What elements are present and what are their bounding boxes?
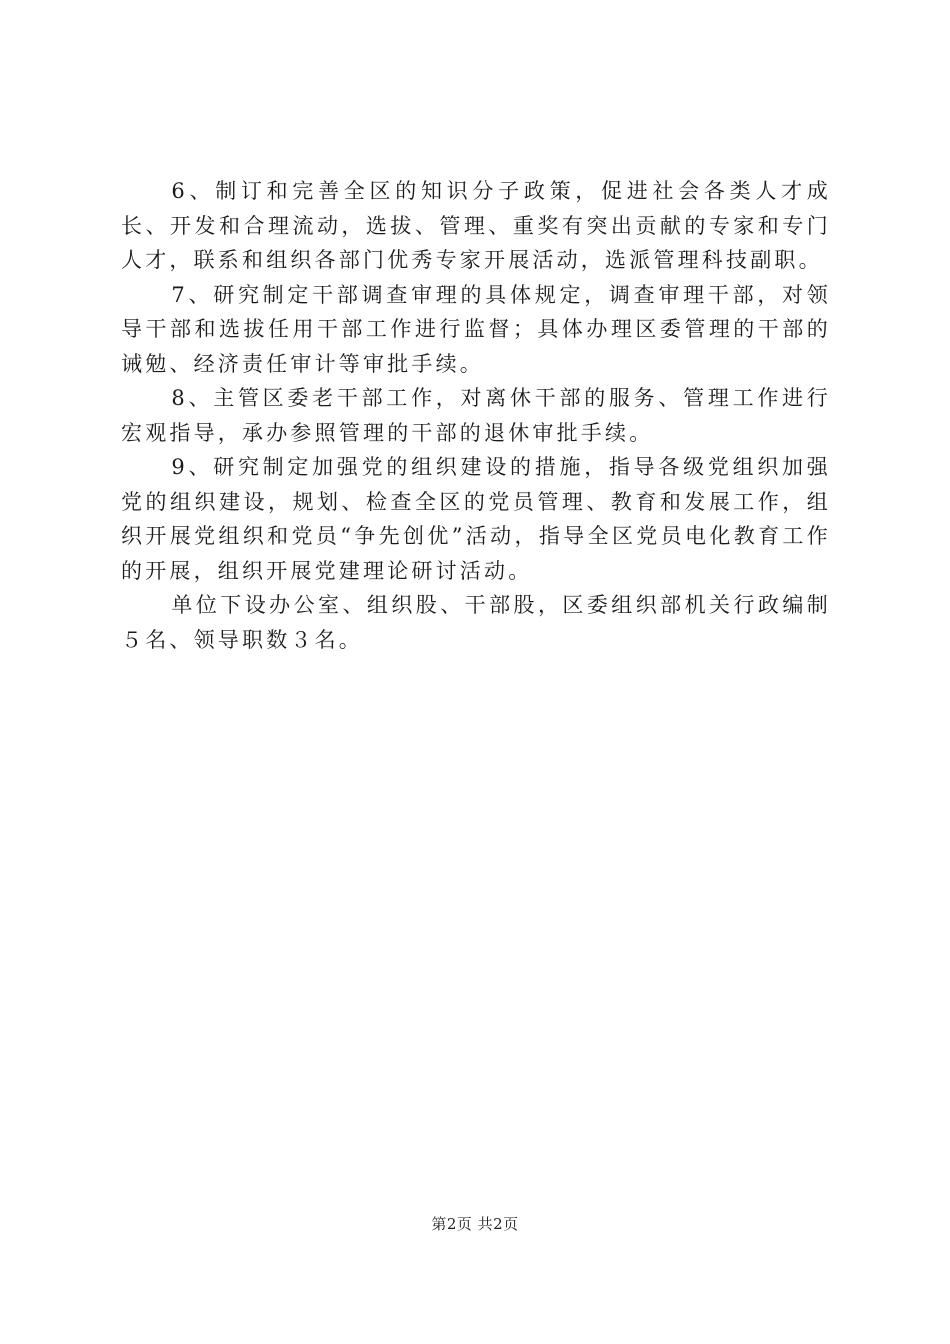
page-number-footer: 第2页 共2页 [431,1215,519,1233]
paragraph-unit-structure: 单位下设办公室、组织股、干部股，区委组织部机关行政编制５名、领导职数３名。 [121,593,831,652]
paragraph-item-6: 6、制订和完善全区的知识分子政策，促进社会各类人才成长、开发和合理流动，选拔、管理、重奖有突出贡献的专家和专门人才，联系和组织各部门优秀专家开展活动，选派管理科技副职。 [121,179,831,272]
paragraph-item-8: 8、主管区委老干部工作，对离休干部的服务、管理工作进行宏观指导，承办参照管理的干部的退休审批手续。 [121,386,831,445]
paragraph-item-9: 9、研究制定加强党的组织建设的措施，指导各级党组织加强党的组织建设，规划、检查全区的党员管理、教育和发展工作，组织开展党组织和党员“争先创优”活动，指导全区党员电化教育工作的开展，组织开展党建理论研讨活动。 [121,455,831,583]
document-body [121,174,831,657]
paragraph-item-7: 7、研究制定干部调查审理的具体规定，调查审理干部，对领导干部和选拔任用干部工作进行监督；具体办理区委管理的干部的诫勉、经济责任审计等审批手续。 [121,282,831,376]
